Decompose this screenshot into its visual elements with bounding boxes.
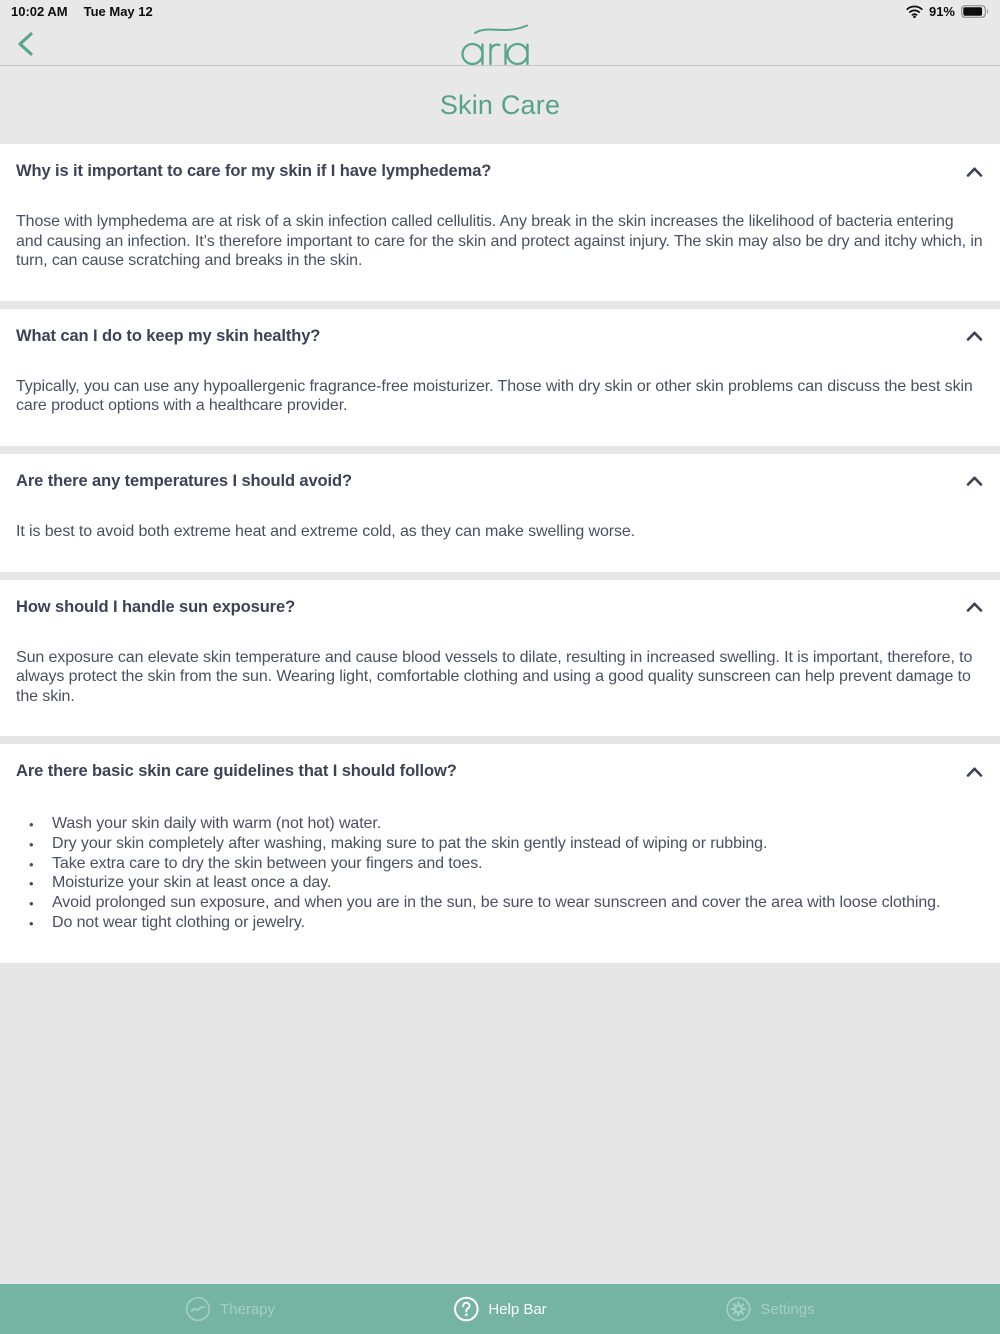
chevron-up-icon[interactable] xyxy=(966,167,983,177)
faq-question-row[interactable] xyxy=(16,327,984,346)
battery-percent: 91% xyxy=(928,3,955,19)
faq-question: How should I handle sun exposure? xyxy=(16,597,296,616)
tab-settings[interactable] xyxy=(725,1284,814,1334)
chevron-up-icon[interactable] xyxy=(966,767,983,777)
faq-question-row[interactable] xyxy=(16,162,984,181)
faq-question: Are there basic skin care guidelines that I should follow? xyxy=(16,762,457,781)
faq-question-row[interactable] xyxy=(16,472,984,491)
faq-answer: Typically, you can use any hypoallergenic fragrance-free moisturizer. Those with dry skin or other skin problems can discuss the best skin care product options with a healthcare provider. xyxy=(16,377,973,415)
faq-section-guidelines xyxy=(0,744,1000,962)
wifi-icon xyxy=(906,5,923,18)
settings-gear-icon xyxy=(725,1296,751,1322)
status-bar xyxy=(0,0,1000,22)
faq-question: Why is it important to care for my skin if I have lymphedema? xyxy=(16,162,492,180)
faq-answer: Sun exposure can elevate skin temperature and cause blood vessels to dilate, resulting in increased swelling. It is important, therefore, to always protect the skin from the sun. Wearing light, comfortable clothing and using a good quality sunscreen can help prevent damage to the skin. xyxy=(16,648,973,705)
tab-label: Help Bar xyxy=(488,1300,547,1318)
aria-logo xyxy=(460,22,540,73)
back-button[interactable] xyxy=(8,27,42,61)
tab-help-bar[interactable] xyxy=(453,1284,546,1334)
status-time: 10:02 AM xyxy=(11,3,68,19)
chevron-up-icon[interactable] xyxy=(966,476,983,486)
faq-question: What can I do to keep my skin healthy? xyxy=(16,326,321,345)
aria-logo-icon xyxy=(460,22,540,68)
list-item: • Avoid prolonged sun exposure, and when you are in the sun, be sure to wear sunscreen and cover the area with loose clothing. xyxy=(16,893,984,913)
back-chevron-icon xyxy=(17,31,34,57)
status-date: Tue May 12 xyxy=(83,3,153,19)
list-item: • Do not wear tight clothing or jewelry. xyxy=(16,913,984,933)
tab-label: Settings xyxy=(760,1300,815,1318)
status-right xyxy=(906,4,989,19)
help-question-icon xyxy=(453,1296,479,1322)
battery-icon xyxy=(961,5,989,18)
list-item: • Dry your skin completely after washing, making sure to pat the skin gently instead of wiping or rubbing. xyxy=(16,834,984,854)
tab-therapy[interactable] xyxy=(185,1284,275,1334)
list-item: • Take extra care to dry the skin between your fingers and toes. xyxy=(16,854,984,874)
faq-question: Are there any temperatures I should avoid? xyxy=(16,471,352,490)
faq-answer: Those with lymphedema are at risk of a skin infection called cellulitis. Any break in the skin increases the likelihood of bacteria entering and causing an infection. It’s therefore important to care for the skin and protect against injury. The skin may also be dry and itchy which, in turn, can cause scratching and breaks in the skin. xyxy=(16,213,983,270)
title-band xyxy=(0,66,1000,144)
nav-bar xyxy=(0,22,1000,66)
bottom-tab-bar xyxy=(0,1284,1000,1334)
faq-question-row[interactable] xyxy=(16,598,984,617)
chevron-up-icon[interactable] xyxy=(966,331,983,341)
faq-list xyxy=(0,144,1000,963)
page-title: Skin Care xyxy=(439,89,561,120)
list-item: • Wash your skin daily with warm (not hot) water. xyxy=(16,814,984,834)
chevron-up-icon[interactable] xyxy=(966,602,983,612)
guidelines-bullet-list xyxy=(16,814,984,932)
faq-question-row[interactable] xyxy=(16,762,984,781)
faq-section-temperatures xyxy=(0,454,1000,572)
faq-answer: It is best to avoid both extreme heat and extreme cold, as they can make swelling worse. xyxy=(16,522,636,540)
tab-label: Therapy xyxy=(219,1300,276,1318)
faq-section-sun-exposure xyxy=(0,580,1000,737)
faq-section-skin-healthy xyxy=(0,309,1000,446)
therapy-wave-icon xyxy=(185,1296,211,1322)
faq-section-lymphedema-care xyxy=(0,144,1000,301)
status-left xyxy=(11,4,153,19)
list-item: • Moisturize your skin at least once a day. xyxy=(16,873,984,893)
